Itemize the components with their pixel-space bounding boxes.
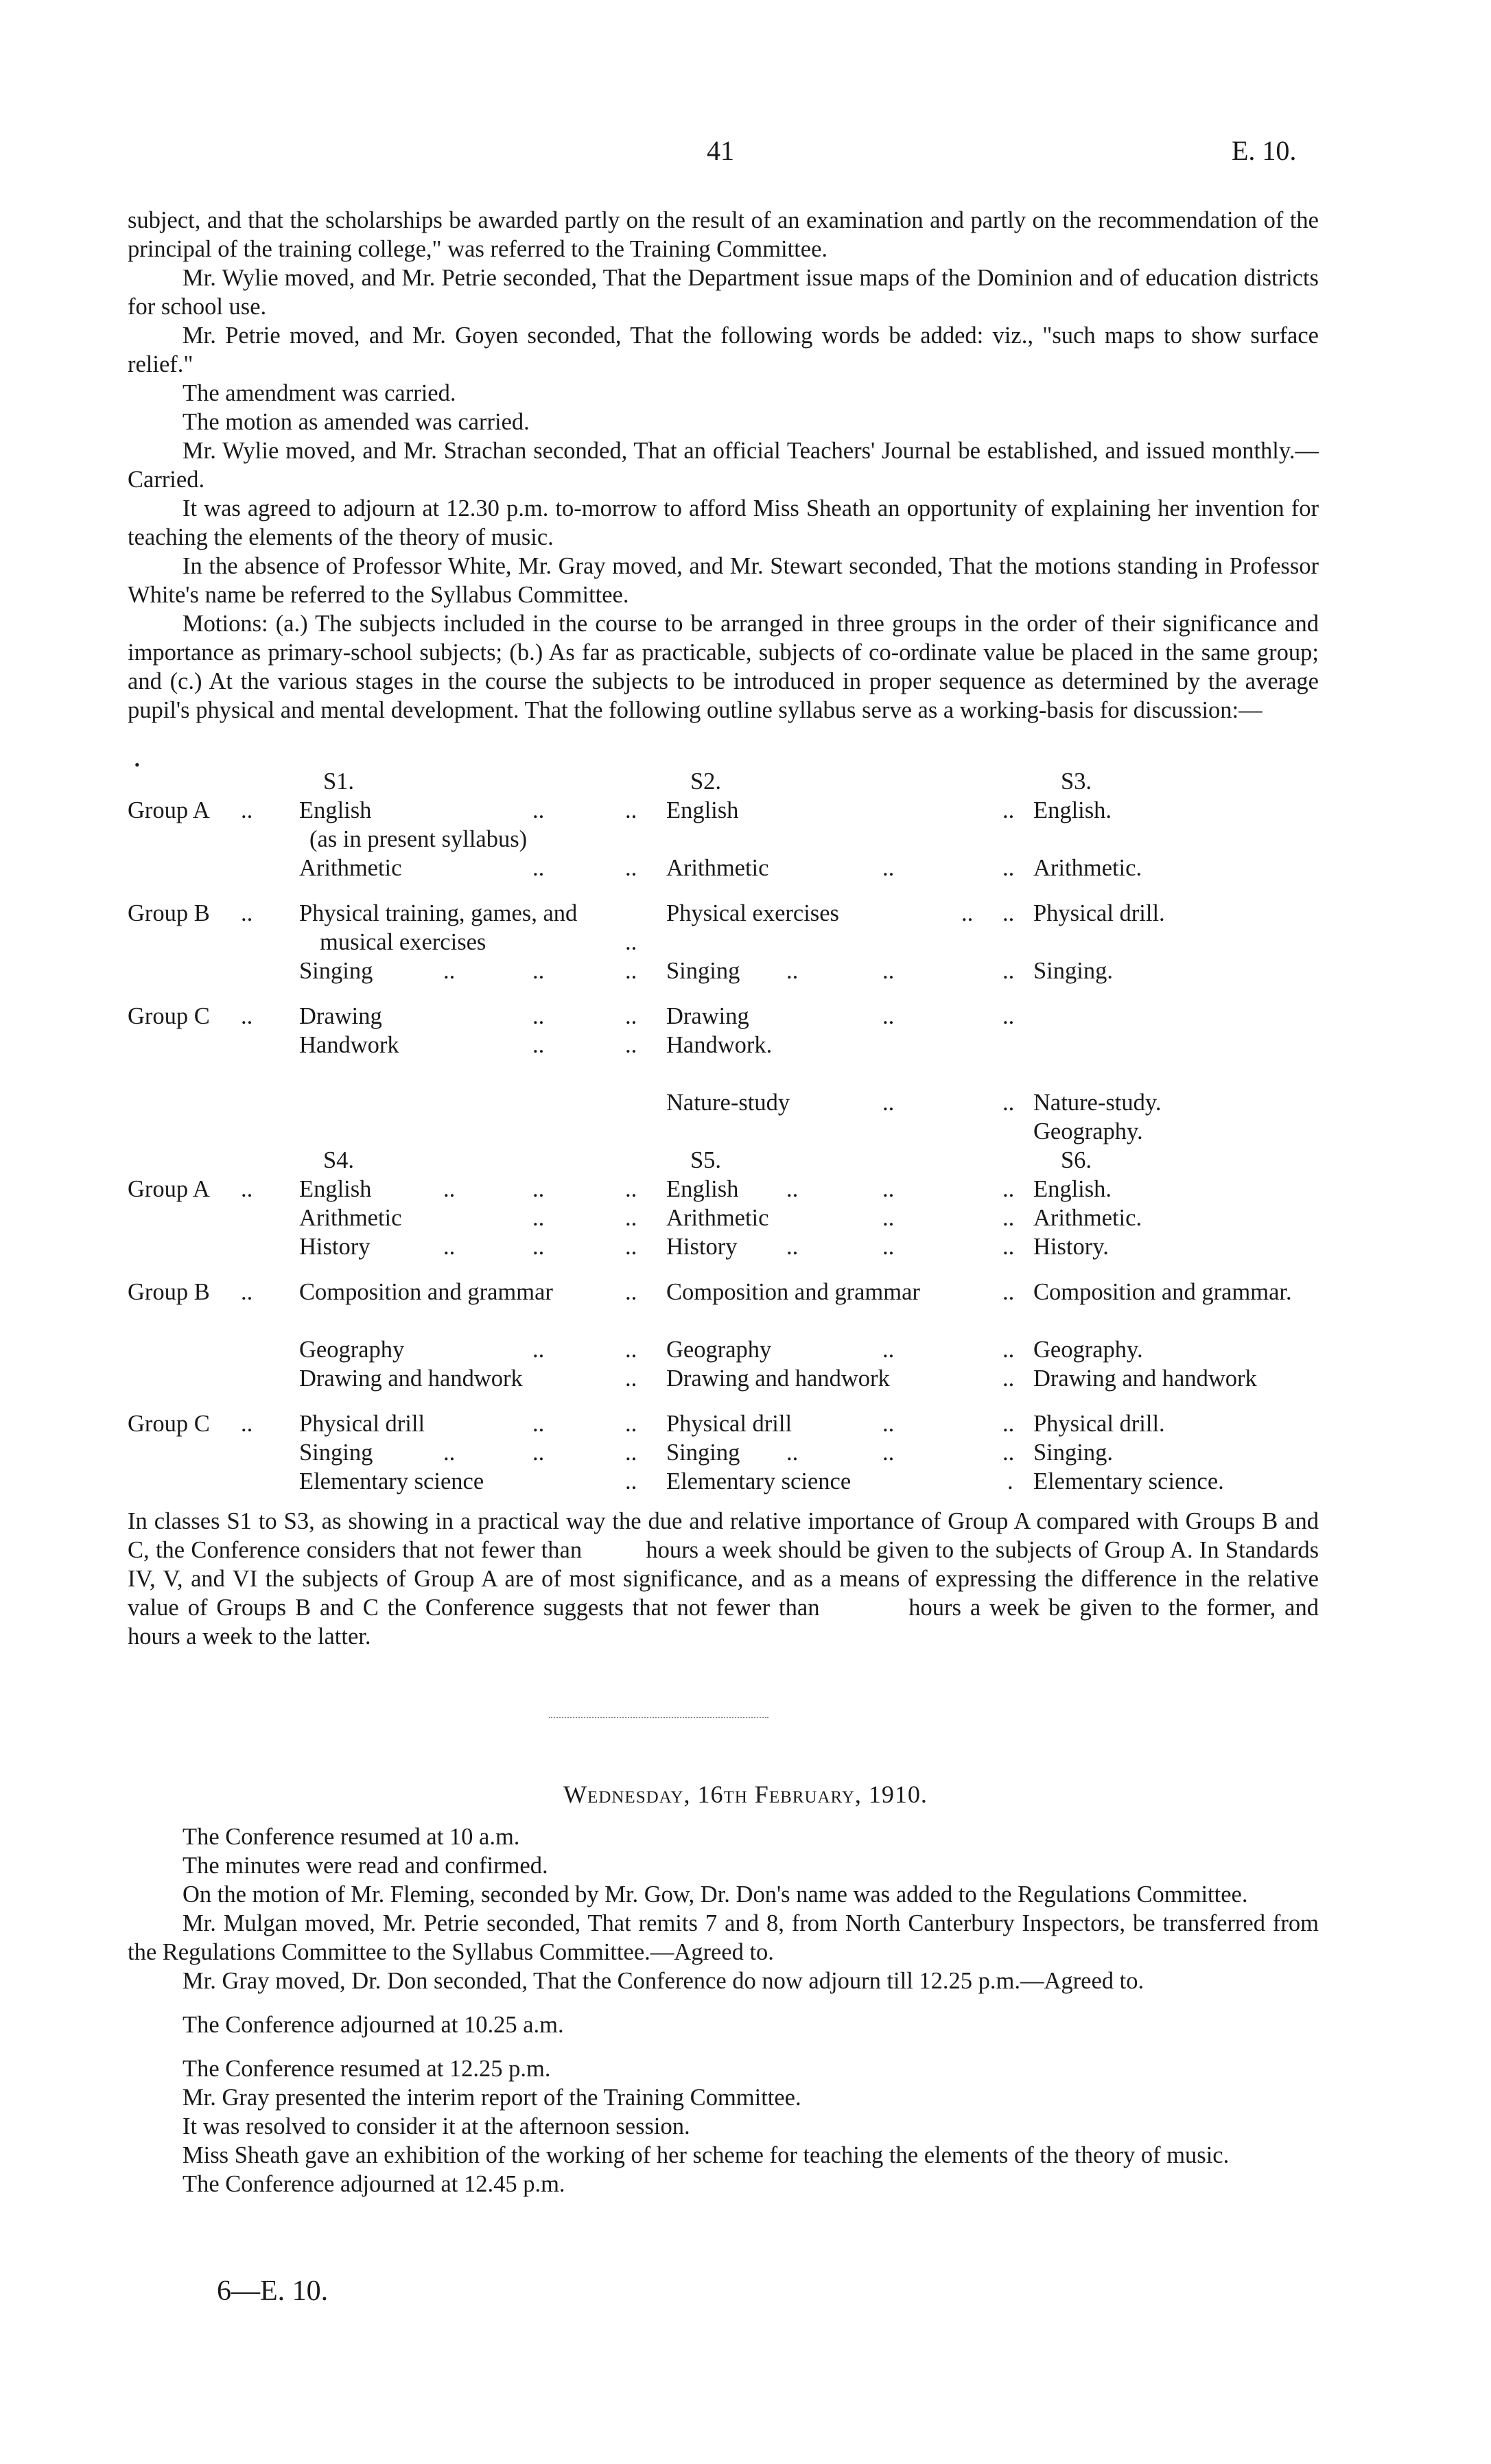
leader-dots: .. — [882, 1337, 895, 1363]
syllabus-row — [128, 825, 1319, 854]
leader-dots: .. — [443, 1440, 456, 1466]
group-label: Group A — [128, 797, 210, 823]
subject-cell: Composition and grammar. — [1033, 1279, 1292, 1305]
syllabus-header-row — [128, 1146, 1319, 1175]
leader-dots: .. — [625, 1411, 637, 1437]
leader-dots: .. — [532, 855, 545, 881]
leader-dots: .. — [443, 958, 456, 984]
leader-dots: .. — [625, 1032, 637, 1058]
leader-dots: .. — [625, 1279, 637, 1305]
leader-dots: .. — [532, 958, 545, 984]
leader-dots: .. — [786, 1176, 799, 1202]
syllabus-row — [128, 1335, 1319, 1364]
leader-dots: .. — [1002, 1176, 1015, 1202]
column-header: S6. — [1061, 1147, 1092, 1173]
leader-dots: .. — [241, 1176, 253, 1202]
syllabus-row — [128, 1467, 1319, 1496]
top-paragraphs — [128, 206, 1319, 725]
column-header: S3. — [1061, 768, 1092, 795]
paragraph: The Conference resumed at 10 a.m. — [183, 1824, 520, 1850]
leader-dots: .. — [625, 1234, 637, 1260]
syllabus-row — [128, 796, 1319, 825]
leader-dots: .. — [882, 1176, 895, 1202]
paragraph: Mr. Gray moved, Dr. Don seconded, That the Conference do now adjourn till 12.25 p.m.—Agreed to. — [183, 1968, 1144, 1994]
leader-dots: .. — [625, 1440, 637, 1466]
section-separator — [549, 1717, 768, 1721]
leader-dots: .. — [961, 900, 974, 926]
subject-cell: English — [666, 797, 739, 823]
leader-dots: .. — [1002, 1440, 1015, 1466]
paragraph: Motions: (a.) The subjects included in the course to be arranged in three groups in the order of their significance and importance as primary-school subjects; (b.) As far as practicable, subjects of co-ordinate value be placed in the same group; and (c.) At the various stages in the course the subjects to be introduced in proper sequence as determined by the average pupil's physical and mental development. That the following outline syllabus serve as a working-basis for discussion:— — [128, 611, 1319, 723]
subject-cell: Elementary science. — [1033, 1468, 1224, 1494]
leader-dots: .. — [882, 1003, 895, 1029]
page-footer-signature: 6—E. 10. — [217, 2275, 329, 2307]
date-heading — [0, 1780, 1491, 1809]
syllabus-note-paragraph — [128, 1507, 1378, 1651]
subject-cell: Geography. — [1033, 1118, 1143, 1145]
subject-cell: Arithmetic — [666, 855, 769, 881]
subject-cell: Arithmetic. — [1033, 855, 1142, 881]
subject-cell: English. — [1033, 797, 1112, 823]
syllabus-row — [128, 1059, 1319, 1088]
leader-dots: .. — [882, 855, 895, 881]
subject-cell: Handwork. — [666, 1032, 773, 1058]
subject-cell: Drawing — [299, 1003, 382, 1029]
syllabus-row — [128, 1031, 1319, 1059]
subject-cell: Drawing and handwork — [666, 1365, 890, 1392]
leader-dots: .. — [882, 1234, 895, 1260]
subject-cell: Physical drill — [299, 1411, 425, 1437]
page-number: 41 — [707, 135, 734, 166]
leader-dots: .. — [532, 1032, 545, 1058]
leader-dots: .. — [1002, 1234, 1015, 1260]
column-header: S2. — [690, 768, 722, 795]
syllabus-row — [128, 1409, 1319, 1438]
paragraph: The Conference resumed at 12.25 p.m. — [183, 2056, 551, 2082]
bullet-mark: • — [134, 756, 140, 773]
subject-cell: Arithmetic — [299, 1205, 402, 1231]
leader-dots: .. — [1002, 1003, 1015, 1029]
leader-dots: .. — [882, 1205, 895, 1231]
subject-cell: Nature-study. — [1033, 1090, 1162, 1116]
syllabus-row — [128, 1002, 1319, 1031]
paragraph: The Conference adjourned at 12.45 p.m. — [183, 2171, 565, 2197]
subject-cell: History — [666, 1234, 738, 1260]
subject-cell: Arithmetic — [666, 1205, 769, 1231]
leader-dots: .. — [532, 1003, 545, 1029]
leader-dots: .. — [625, 1337, 637, 1363]
subject-cell: Singing — [666, 1440, 740, 1466]
leader-dots: .. — [786, 958, 799, 984]
leader-dots: .. — [241, 1279, 253, 1305]
subject-cell: Geography. — [1033, 1337, 1143, 1363]
paragraph: Mr. Wylie moved, and Mr. Petrie seconded, That the Department issue maps of the Dominion and of education districts for school use. — [128, 265, 1319, 320]
paragraph: subject, and that the scholarships be awarded partly on the result of an examination and partly on the recommendation of the principal of the training college," was referred to the Training Committee. — [128, 207, 1319, 262]
subject-cell: Singing — [299, 1440, 373, 1466]
leader-dots: .. — [625, 958, 637, 984]
leader-dots: .. — [625, 855, 637, 881]
subject-cell: Composition and grammar — [666, 1279, 920, 1305]
column-header: S5. — [690, 1147, 722, 1173]
leader-dots: .. — [1002, 900, 1015, 926]
leader-dots: .. — [532, 797, 545, 823]
leader-dots: .. — [241, 797, 253, 823]
column-header: S1. — [323, 768, 355, 795]
column-header: S4. — [323, 1147, 355, 1173]
subject-cell: Nature-study — [666, 1090, 790, 1116]
paragraph: Mr. Gray presented the interim report of the Training Committee. — [183, 2085, 801, 2111]
leader-dots: .. — [1002, 1337, 1015, 1363]
subject-cell: Singing. — [1033, 958, 1113, 984]
subject-cell: Drawing — [666, 1003, 749, 1029]
subject-cell: Singing — [666, 958, 740, 984]
subject-note: (as in present syllabus) — [309, 826, 528, 852]
subject-cell: English. — [1033, 1176, 1112, 1202]
syllabus-table — [128, 767, 1319, 1496]
subject-cell: English — [299, 1176, 372, 1202]
syllabus-row — [128, 1364, 1319, 1393]
paragraph: The minutes were read and confirmed. — [183, 1853, 548, 1879]
leader-dots: .. — [1002, 958, 1015, 984]
subject-cell: History. — [1033, 1234, 1109, 1260]
leader-dots: .. — [532, 1337, 545, 1363]
leader-dots: .. — [625, 1003, 637, 1029]
subject-note: musical exercises — [320, 929, 486, 955]
leader-dots: .. — [1002, 1090, 1015, 1116]
subject-cell: Elementary science — [299, 1468, 484, 1494]
paragraph: It was agreed to adjourn at 12.30 p.m. to-morrow to afford Miss Sheath an opportunity of explaining her invention for teaching the elements of the theory of music. — [128, 495, 1319, 550]
subject-cell: Arithmetic — [299, 855, 402, 881]
leader-dots: .. — [1002, 855, 1015, 881]
document-reference: E. 10. — [1232, 135, 1297, 166]
group-label: Group B — [128, 1279, 210, 1305]
subject-cell: Handwork — [299, 1032, 399, 1058]
subject-cell: Singing — [299, 958, 373, 984]
subject-cell: Physical exercises — [666, 900, 839, 926]
leader-dots: .. — [625, 1468, 637, 1494]
syllabus-row — [128, 1278, 1319, 1335]
paragraph: In the absence of Professor White, Mr. Gray moved, and Mr. Stewart seconded, That the motions standing in Professor White's name be referred to the Syllabus Committee. — [128, 553, 1319, 608]
subject-cell: Elementary science — [666, 1468, 852, 1494]
subject-cell: Geography — [299, 1337, 405, 1363]
syllabus-row — [128, 1117, 1319, 1146]
paragraph: Mr. Wylie moved, and Mr. Strachan seconded, That an official Teachers' Journal be established, and issued monthly.—Carried. — [128, 438, 1319, 493]
leader-dots: .. — [532, 1234, 545, 1260]
leader-dots: .. — [625, 929, 637, 955]
group-label: Group A — [128, 1176, 210, 1202]
leader-dots: .. — [1002, 1279, 1015, 1305]
subject-cell: Composition and grammar — [299, 1279, 553, 1305]
subject-cell: English — [299, 797, 372, 823]
leader-dots: .. — [1002, 1365, 1015, 1392]
leader-dots: .. — [443, 1234, 456, 1260]
leader-dots: .. — [532, 1205, 545, 1231]
leader-dots: .. — [241, 1411, 253, 1437]
leader-dots: .. — [532, 1411, 545, 1437]
leader-dots: .. — [625, 1205, 637, 1231]
leader-dots: .. — [625, 1176, 637, 1202]
subject-cell: Drawing and handwork — [299, 1365, 523, 1392]
leader-dots: .. — [241, 900, 253, 926]
syllabus-row — [128, 1088, 1319, 1117]
syllabus-row — [128, 957, 1319, 985]
syllabus-row — [128, 928, 1319, 957]
leader-dots: .. — [1002, 1411, 1015, 1437]
date-heading-text: Wednesday, 16th February, 1910. — [563, 1781, 928, 1808]
leader-dots: .. — [1002, 797, 1015, 823]
subject-cell: Physical training, games, and — [299, 900, 578, 926]
subject-cell: History — [299, 1234, 371, 1260]
paragraph: It was resolved to consider it at the afternoon session. — [183, 2113, 690, 2139]
leader-dots: .. — [786, 1440, 799, 1466]
group-label: Group B — [128, 900, 210, 926]
syllabus-header-row — [128, 767, 1319, 796]
syllabus-row — [128, 1438, 1319, 1467]
leader-dots: .. — [241, 1003, 253, 1029]
subject-cell: Singing. — [1033, 1440, 1113, 1466]
leader-dots: .. — [882, 958, 895, 984]
paragraph: Mr. Mulgan moved, Mr. Petrie seconded, That remits 7 and 8, from North Canterbury Inspectors, be transferred from the Regulations Committee to the Syllabus Committee.—Agreed to. — [128, 1910, 1319, 1965]
leader-dots: .. — [625, 797, 637, 823]
syllabus-row — [128, 899, 1319, 928]
leader-dots: .. — [882, 1090, 895, 1116]
leader-dots: .. — [443, 1176, 456, 1202]
leader-dots: .. — [532, 1440, 545, 1466]
subject-cell: Physical drill — [666, 1411, 793, 1437]
subject-cell: Physical drill. — [1033, 900, 1165, 926]
leader-dots: .. — [882, 1411, 895, 1437]
syllabus-row — [128, 854, 1319, 882]
paragraph: The motion as amended was carried. — [183, 409, 530, 435]
syllabus-row — [128, 1232, 1319, 1261]
subject-cell: Physical drill. — [1033, 1411, 1165, 1437]
leader-dots: .. — [1002, 1205, 1015, 1231]
group-label: Group C — [128, 1411, 210, 1437]
subject-cell: Drawing and handwork — [1033, 1365, 1257, 1392]
subject-cell: Arithmetic. — [1033, 1205, 1142, 1231]
paragraph: On the motion of Mr. Fleming, seconded by Mr. Gow, Dr. Don's name was added to the Regulations Committee. — [183, 1881, 1248, 1908]
subject-cell: English — [666, 1176, 739, 1202]
paragraph: Miss Sheath gave an exhibition of the working of her scheme for teaching the elements of the theory of music. — [183, 2142, 1230, 2168]
leader-dots: .. — [532, 1176, 545, 1202]
group-label: Group C — [128, 1003, 210, 1029]
leader-dots: . — [1007, 1468, 1013, 1494]
syllabus-row — [128, 1204, 1319, 1232]
bottom-paragraphs — [128, 1822, 1319, 2198]
leader-dots: .. — [786, 1234, 799, 1260]
paragraph: The Conference adjourned at 10.25 a.m. — [183, 2012, 564, 2038]
paragraph: The amendment was carried. — [183, 380, 456, 406]
leader-dots: .. — [625, 1365, 637, 1392]
syllabus-row — [128, 1175, 1319, 1204]
leader-dots: .. — [882, 1440, 895, 1466]
paragraph: In classes S1 to S3, as showing in a practical way the due and relative importance of Group A compared with Groups B and C, the Conference considers that not fewer than hours a week should be given to the subjects of Group A. In Standards IV, V, and VI the subjects of Group A are of most significance, and as a means of expressing the difference in the relative value of Groups B and C the Conference suggests that not fewer than hours a week be given to the former, and hours a week to the latter. — [128, 1508, 1378, 1650]
paragraph: Mr. Petrie moved, and Mr. Goyen seconded, That the following words be added: viz., "such maps to show surface relief." — [128, 322, 1319, 377]
subject-cell: Geography — [666, 1337, 772, 1363]
